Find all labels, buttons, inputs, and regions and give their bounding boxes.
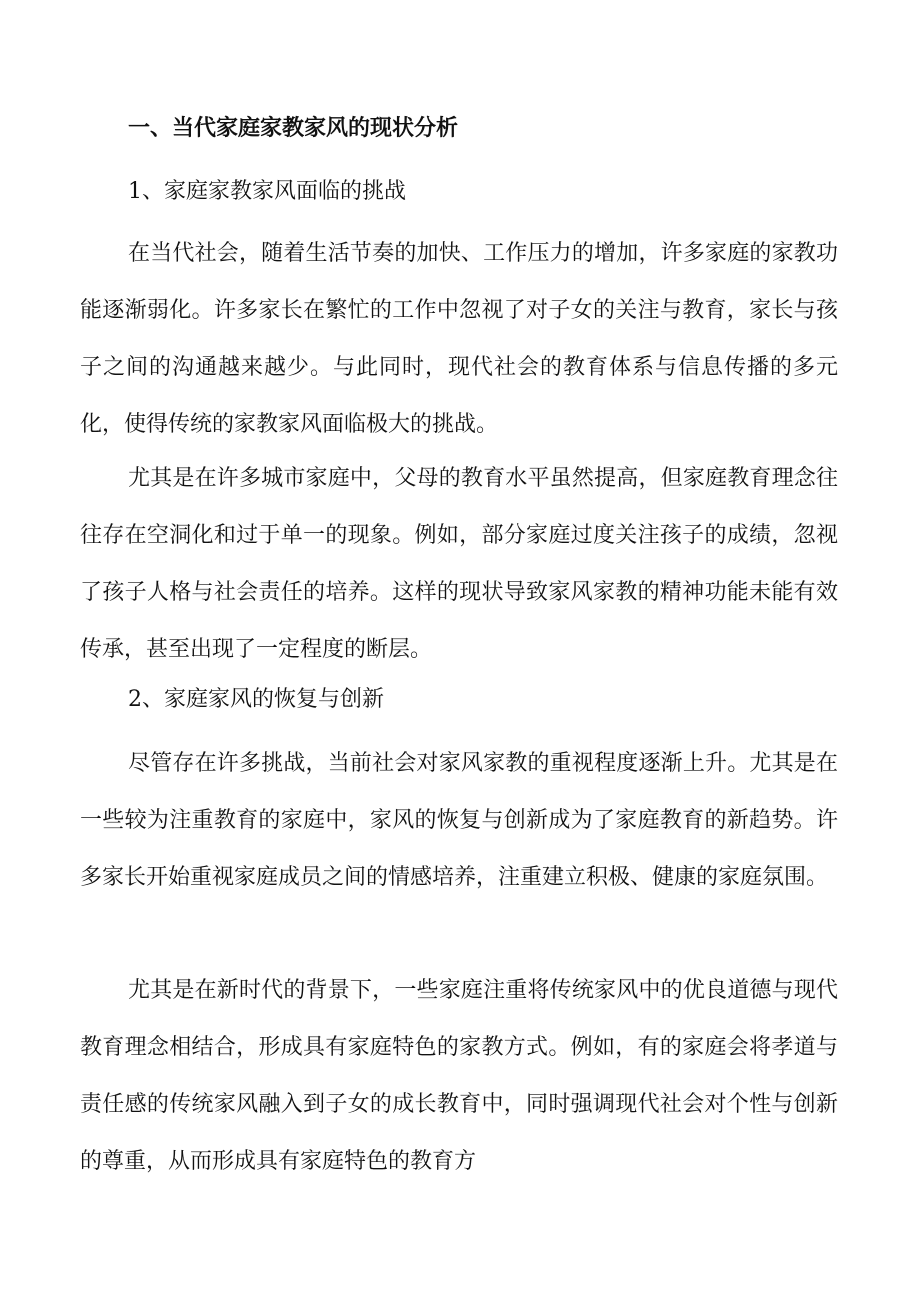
paragraph-2: 尤其是在许多城市家庭中，父母的教育水平虽然提高，但家庭教育理念往往存在空洞化和过于单一的现象。例如，部分家庭过度关注孩子的成绩，忽视了孩子人格与社会责任的培养。这样的现状导致家风家教的精神功能未能有效传承，甚至出现了一定程度的断层。 xyxy=(80,466,838,662)
paragraph-3: 尽管存在许多挑战，当前社会对家风家教的重视程度逐渐上升。尤其是在一些较为注重教育的家庭中，家风的恢复与创新成为了家庭教育的新趋势。许多家长开始重视家庭成员之间的情感培养，注重建立积极、健康的家庭氛围。 xyxy=(80,751,838,890)
subsection-2-title: 2、家庭家风的恢复与创新 xyxy=(128,687,384,712)
paragraph-4: 尤其是在新时代的背景下，一些家庭注重将传统家风中的优良道德与现代教育理念相结合，形成具有家庭特色的家教方式。例如，有的家庭会将孝道与责任感的传统家风融入到子女的成长教育中，同时强调现代社会对个性与创新的尊重，从而形成具有家庭特色的教育方 xyxy=(80,978,838,1174)
section-title: 一、当代家庭家教家风的现状分析 xyxy=(128,115,459,141)
paragraph-1: 在当代社会，随着生活节奏的加快、工作压力的增加，许多家庭的家教功能逐渐弱化。许多家长在繁忙的工作中忽视了对子女的关注与教育，家长与孩子之间的沟通越来越少。与此同时，现代社会的教育体系与信息传播的多元化，使得传统的家教家风面临极大的挑战。 xyxy=(80,241,838,437)
subsection-1-title: 1、家庭家教家风面临的挑战 xyxy=(128,179,406,204)
